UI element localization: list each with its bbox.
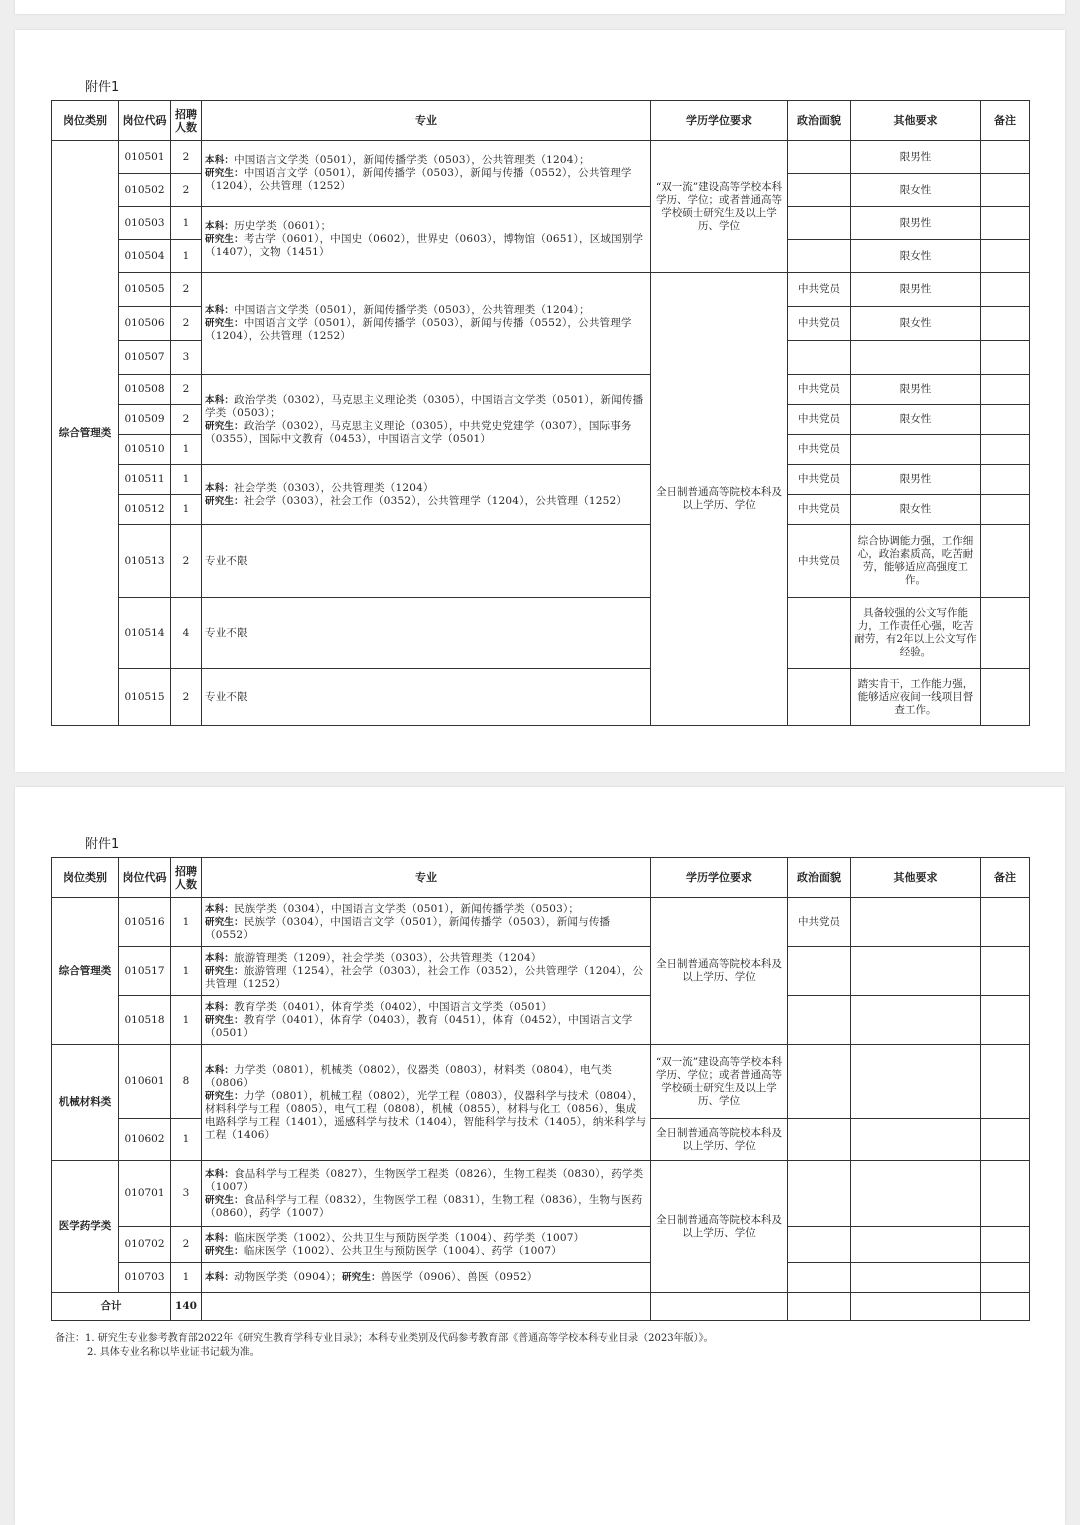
other-cell <box>851 1263 981 1293</box>
grad-majors: 中国语言文学（0501），新闻传播学（0503），新闻与传播（0552），公共管理学（1204），公共管理（1252） <box>205 167 632 192</box>
total-row <box>52 1293 1030 1321</box>
political-cell <box>788 1293 851 1321</box>
footnote-1: 备注：1. 研究生专业参考教育部2022年《研究生教育学科专业目录》；本科专业类别及代码参考教育部《普通高等学校本科专业目录（2023年版）》。 <box>55 1333 714 1344</box>
remark-cell <box>981 1161 1030 1227</box>
remark-cell <box>981 1293 1030 1321</box>
grad-majors: 政治学（0302），马克思主义理论（0305），中共党史党建学（0307），国际事务（0355），国际中文教育（0453），中国语言文学（0501） <box>205 419 632 445</box>
political-cell <box>788 669 851 726</box>
table-row <box>52 598 1030 669</box>
table-row <box>52 898 1030 947</box>
other-cell: 限男性 <box>851 207 981 240</box>
remark-cell <box>981 465 1030 495</box>
header-other: 其他要求 <box>851 858 981 898</box>
other-cell: 限女性 <box>851 495 981 525</box>
political-cell: 中共党员 <box>788 495 851 525</box>
hire-count: 2 <box>171 174 202 207</box>
grad-label: 研究生： <box>205 318 244 329</box>
hire-count: 2 <box>171 375 202 405</box>
recruitment-table-page-2 <box>51 857 1030 1321</box>
total-value: 140 <box>171 1293 202 1321</box>
other-cell: 限男性 <box>851 375 981 405</box>
position-code: 010517 <box>119 947 171 996</box>
grad-label: 研究生： <box>205 965 244 977</box>
table-row <box>52 141 1030 174</box>
hire-count: 2 <box>171 669 202 726</box>
grad-label: 研究生： <box>205 916 244 928</box>
other-cell <box>851 341 981 375</box>
political-cell: 中共党员 <box>788 375 851 405</box>
other-cell: 综合协调能力强，工作细心，政治素质高，吃苦耐劳，能够适应高强度工作。 <box>851 525 981 598</box>
other-cell: 限女性 <box>851 405 981 435</box>
table-row <box>52 375 1030 405</box>
grad-majors: 中国语言文学（0501），新闻传播学（0503），新闻与传播（0552），公共管理学（1204），公共管理（1252） <box>205 317 632 342</box>
undergrad-label: 本科： <box>205 1001 235 1013</box>
undergrad-majors: 民族学类（0304），中国语言文学类（0501），新闻传播学类（0503）； <box>234 902 580 915</box>
grad-label: 研究生： <box>205 234 244 245</box>
other-cell: 限男性 <box>851 273 981 307</box>
position-code: 010514 <box>119 598 171 669</box>
remark-cell <box>981 898 1030 947</box>
undergrad-majors: 临床医学类（1002）、公共卫生与预防医学类（1004）、药学类（1007） <box>234 1231 585 1244</box>
grad-majors: 兽医学（0906）、兽医（0952） <box>380 1271 538 1283</box>
political-cell <box>788 996 851 1045</box>
position-code: 010601 <box>119 1045 171 1119</box>
table-row <box>52 1045 1030 1119</box>
header-other: 其他要求 <box>851 101 981 141</box>
footnote-2: 2. 具体专业名称以毕业证书记载为准。 <box>87 1347 260 1358</box>
degree-cell: 全日制普通高等院校本科及以上学历、学位 <box>651 273 788 726</box>
political-cell: 中共党员 <box>788 307 851 341</box>
remark-cell <box>981 495 1030 525</box>
undergrad-label: 本科： <box>205 305 235 316</box>
table-row <box>52 996 1030 1045</box>
remark-cell <box>981 273 1030 307</box>
hire-count: 2 <box>171 273 202 307</box>
position-code: 010602 <box>119 1119 171 1161</box>
remark-cell <box>981 240 1030 273</box>
hire-count: 2 <box>171 525 202 598</box>
political-cell <box>788 240 851 273</box>
degree-cell: 全日制普通高等院校本科及以上学历、学位 <box>651 898 788 1045</box>
hire-count: 1 <box>171 996 202 1045</box>
remark-cell <box>981 307 1030 341</box>
header-category: 岗位类别 <box>52 858 119 898</box>
political-cell: 中共党员 <box>788 435 851 465</box>
position-code: 010503 <box>119 207 171 240</box>
header-political: 政治面貌 <box>788 101 851 141</box>
political-cell: 中共党员 <box>788 465 851 495</box>
total-label: 合计 <box>52 1293 171 1321</box>
remark-cell <box>981 174 1030 207</box>
header-code: 岗位代码 <box>119 101 171 141</box>
table-row <box>52 1227 1030 1263</box>
major-cell <box>202 1227 651 1263</box>
hire-count: 3 <box>171 341 202 375</box>
undergrad-majors: 政治学类（0302），马克思主义理论类（0305），中国语言文学类（0501），新闻传播学类（0503）； <box>205 393 644 419</box>
position-code: 010512 <box>119 495 171 525</box>
major-cell <box>202 141 651 207</box>
position-code: 010502 <box>119 174 171 207</box>
grad-label: 研究生： <box>205 420 244 432</box>
remark-cell <box>981 1045 1030 1119</box>
document-page-1 <box>15 30 1065 772</box>
position-code: 010505 <box>119 273 171 307</box>
remark-cell <box>981 435 1030 465</box>
degree-cell: “双一流”建设高等学校本科学历、学位；或者普通高等学校硕士研究生及以上学历、学位 <box>651 1045 788 1119</box>
hire-count: 1 <box>171 465 202 495</box>
header-major: 专业 <box>202 101 651 141</box>
undergrad-label: 本科： <box>205 482 235 494</box>
remark-cell <box>981 341 1030 375</box>
other-cell <box>851 996 981 1045</box>
political-cell: 中共党员 <box>788 405 851 435</box>
position-code: 010516 <box>119 898 171 947</box>
undergrad-label: 本科： <box>205 952 235 964</box>
hire-count: 8 <box>171 1045 202 1119</box>
position-code: 010501 <box>119 141 171 174</box>
header-code: 岗位代码 <box>119 858 171 898</box>
grad-majors: 食品科学与工程（0832），生物医学工程（0831），生物工程（0836），生物与医药（0860），药学（1007） <box>205 1193 643 1219</box>
undergrad-majors: 社会学类（0303），公共管理类（1204） <box>234 481 434 494</box>
undergrad-majors: 中国语言文学类（0501），新闻传播学类（0503），公共管理类（1204）； <box>234 154 590 166</box>
position-code: 010513 <box>119 525 171 598</box>
grad-majors: 考古学（0601），中国史（0602），世界史（0603），博物馆（0651），区域国别学（1407），文物（1451） <box>205 233 644 258</box>
remark-cell <box>981 1119 1030 1161</box>
hire-count: 1 <box>171 1263 202 1293</box>
grad-majors: 民族学（0304），中国语言文学（0501），新闻传播学（0503），新闻与传播（0552） <box>205 915 611 941</box>
undergrad-label: 本科： <box>205 155 235 166</box>
hire-count: 3 <box>171 1161 202 1227</box>
position-code: 010511 <box>119 465 171 495</box>
header-degree: 学历学位要求 <box>651 101 788 141</box>
remark-cell <box>981 405 1030 435</box>
major-cell <box>202 1293 651 1321</box>
major-cell <box>202 1045 651 1161</box>
remark-cell <box>981 947 1030 996</box>
header-remark: 备注 <box>981 858 1030 898</box>
political-cell: 中共党员 <box>788 898 851 947</box>
position-code: 010504 <box>119 240 171 273</box>
political-cell <box>788 207 851 240</box>
document-page-2 <box>15 787 1065 1525</box>
remark-cell <box>981 375 1030 405</box>
remark-cell <box>981 1263 1030 1293</box>
major-cell: 专业不限 <box>202 525 651 598</box>
political-cell <box>788 1119 851 1161</box>
other-cell <box>851 947 981 996</box>
political-cell: 中共党员 <box>788 273 851 307</box>
degree-cell: 全日制普通高等院校本科及以上学历、学位 <box>651 1119 788 1161</box>
hire-count: 1 <box>171 435 202 465</box>
major-cell <box>202 207 651 273</box>
hire-count: 1 <box>171 207 202 240</box>
remark-cell <box>981 669 1030 726</box>
undergrad-label: 本科： <box>205 1064 235 1076</box>
header-major: 专业 <box>202 858 651 898</box>
position-code: 010509 <box>119 405 171 435</box>
other-cell <box>851 1161 981 1227</box>
category-cell: 医学药学类 <box>52 1161 119 1293</box>
footnotes <box>55 1332 714 1360</box>
table-row <box>52 947 1030 996</box>
grad-majors: 力学（0801），机械工程（0802），光学工程（0803），仪器科学与技术（0804），材料科学与工程（0805），电气工程（0808），机械（0855），材料与化工（0856），集成电路科学与工程（1401），遥感科学与技术（1404），智能科学与技术（1405），纳米科学与工程（1406） <box>205 1089 647 1141</box>
major-cell: 专业不限 <box>202 598 651 669</box>
undergrad-label: 本科： <box>205 1168 235 1180</box>
grad-label: 研究生： <box>205 1014 244 1026</box>
major-cell <box>202 1263 651 1293</box>
undergrad-majors: 历史学类（0601）； <box>234 220 332 232</box>
header-remark: 备注 <box>981 101 1030 141</box>
remark-cell <box>981 598 1030 669</box>
table-row <box>52 273 1030 307</box>
other-cell <box>851 898 981 947</box>
header-count: 招聘人数 <box>171 101 202 141</box>
hire-count: 1 <box>171 495 202 525</box>
remark-cell <box>981 141 1030 174</box>
political-cell <box>788 1227 851 1263</box>
undergrad-majors: 中国语言文学类（0501），新闻传播学类（0503），公共管理类（1204）； <box>234 304 590 316</box>
degree-cell: “双一流”建设高等学校本科学历、学位；或者普通高等学校硕士研究生及以上学历、学位 <box>651 141 788 273</box>
grad-majors: 临床医学（1002）、公共卫生与预防医学（1004）、药学（1007） <box>243 1244 562 1257</box>
other-cell <box>851 1293 981 1321</box>
position-code: 010507 <box>119 341 171 375</box>
table-row <box>52 525 1030 598</box>
political-cell: 中共党员 <box>788 525 851 598</box>
grad-label: 研究生： <box>205 495 244 507</box>
previous-page-edge <box>15 0 1065 14</box>
table-row <box>52 1161 1030 1227</box>
major-cell <box>202 1161 651 1227</box>
position-code: 010510 <box>119 435 171 465</box>
grad-label: 研究生： <box>205 168 244 179</box>
other-cell: 限女性 <box>851 240 981 273</box>
hire-count: 4 <box>171 598 202 669</box>
other-cell: 限女性 <box>851 174 981 207</box>
table-row <box>52 1263 1030 1293</box>
degree-cell <box>651 1293 788 1321</box>
political-cell <box>788 947 851 996</box>
table-header-row <box>52 101 1030 141</box>
hire-count: 2 <box>171 1227 202 1263</box>
undergrad-label: 本科： <box>205 1272 235 1283</box>
position-code: 010701 <box>119 1161 171 1227</box>
political-cell <box>788 598 851 669</box>
hire-count: 1 <box>171 898 202 947</box>
undergrad-label: 本科： <box>205 903 235 915</box>
other-cell: 踏实肯干，工作能力强，能够适应夜间一线项目督查工作。 <box>851 669 981 726</box>
grad-label: 研究生： <box>205 1194 244 1206</box>
grad-majors: 教育学（0401），体育学（0403），教育（0451），体育（0452），中国语言文学（0501） <box>205 1013 633 1039</box>
other-cell <box>851 1045 981 1119</box>
category-cell: 综合管理类 <box>52 141 119 726</box>
header-category: 岗位类别 <box>52 101 119 141</box>
category-cell: 综合管理类 <box>52 898 119 1045</box>
position-code: 010703 <box>119 1263 171 1293</box>
header-political: 政治面貌 <box>788 858 851 898</box>
grad-majors: 社会学（0303），社会工作（0352），公共管理学（1204），公共管理（1252） <box>243 494 628 507</box>
header-degree: 学历学位要求 <box>651 858 788 898</box>
major-cell <box>202 996 651 1045</box>
position-code: 010515 <box>119 669 171 726</box>
other-cell: 限男性 <box>851 465 981 495</box>
undergrad-label: 本科： <box>205 221 235 232</box>
header-count: 招聘人数 <box>171 858 202 898</box>
hire-count: 1 <box>171 947 202 996</box>
undergrad-majors: 力学类（0801），机械类（0802），仪器类（0803），材料类（0804），电气类（0806） <box>205 1063 613 1089</box>
other-cell: 限女性 <box>851 307 981 341</box>
hire-count: 1 <box>171 1119 202 1161</box>
other-cell <box>851 435 981 465</box>
political-cell <box>788 174 851 207</box>
table-row <box>52 669 1030 726</box>
table-row <box>52 207 1030 240</box>
political-cell <box>788 1263 851 1293</box>
other-cell <box>851 1119 981 1161</box>
other-cell: 具备较强的公文写作能力，工作责任心强，吃苦耐劳，有2年以上公文写作经验。 <box>851 598 981 669</box>
attachment-label: 附件1 <box>85 837 120 852</box>
political-cell <box>788 1045 851 1119</box>
major-cell <box>202 947 651 996</box>
remark-cell <box>981 996 1030 1045</box>
undergrad-majors: 食品科学与工程类（0827），生物医学工程类（0826），生物工程类（0830），药学类（1007） <box>205 1167 644 1193</box>
degree-cell: 全日制普通高等院校本科及以上学历、学位 <box>651 1161 788 1293</box>
attachment-label: 附件1 <box>85 80 120 95</box>
table-header-row <box>52 858 1030 898</box>
grad-label: 研究生： <box>341 1272 381 1283</box>
political-cell <box>788 341 851 375</box>
other-cell: 限男性 <box>851 141 981 174</box>
grad-label: 研究生： <box>205 1090 244 1102</box>
undergrad-majors: 动物医学类（0904）； <box>234 1271 342 1283</box>
undergrad-majors: 旅游管理类（1209），社会学类（0303），公共管理类（1204） <box>234 951 542 964</box>
undergrad-label: 本科： <box>205 394 235 406</box>
position-code: 010508 <box>119 375 171 405</box>
grad-label: 研究生： <box>205 1245 244 1257</box>
undergrad-label: 本科： <box>205 1232 235 1244</box>
category-cell: 机械材料类 <box>52 1045 119 1161</box>
position-code: 010506 <box>119 307 171 341</box>
recruitment-table-page-1 <box>51 100 1030 726</box>
remark-cell <box>981 525 1030 598</box>
major-cell <box>202 273 651 375</box>
major-cell <box>202 465 651 525</box>
major-cell: 专业不限 <box>202 669 651 726</box>
hire-count: 2 <box>171 141 202 174</box>
hire-count: 1 <box>171 240 202 273</box>
remark-cell <box>981 1227 1030 1263</box>
remark-cell <box>981 207 1030 240</box>
major-cell <box>202 375 651 465</box>
other-cell <box>851 1227 981 1263</box>
hire-count: 2 <box>171 405 202 435</box>
hire-count: 2 <box>171 307 202 341</box>
position-code: 010518 <box>119 996 171 1045</box>
table-row <box>52 465 1030 495</box>
grad-majors: 旅游管理（1254），社会学（0303），社会工作（0352），公共管理学（1204），公共管理（1252） <box>205 964 644 990</box>
undergrad-majors: 教育学类（0401），体育学类（0402），中国语言文学类（0501） <box>234 1000 553 1013</box>
political-cell <box>788 141 851 174</box>
position-code: 010702 <box>119 1227 171 1263</box>
major-cell <box>202 898 651 947</box>
political-cell <box>788 1161 851 1227</box>
